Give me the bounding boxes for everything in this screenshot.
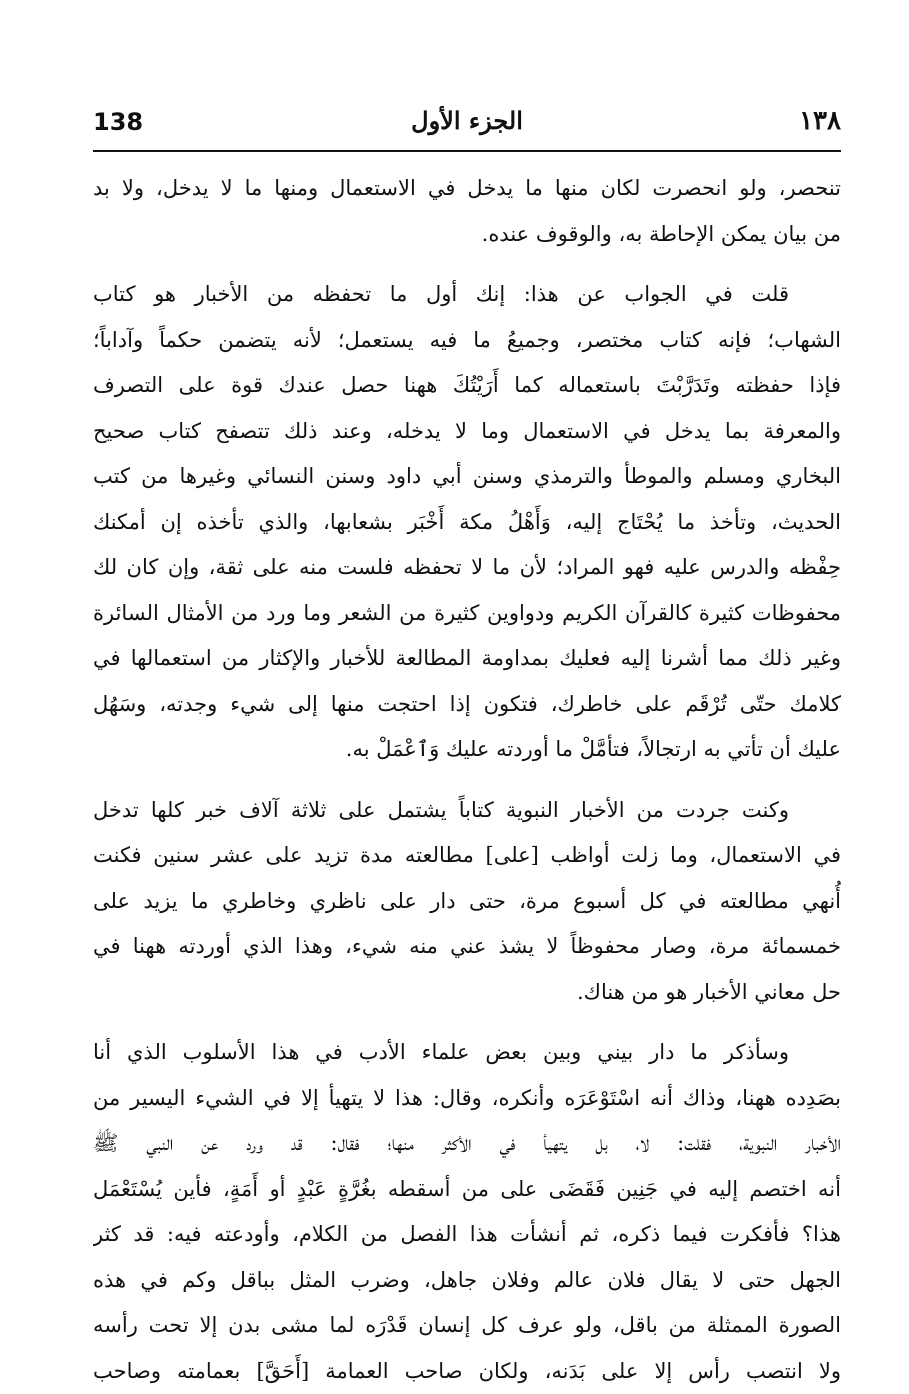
text-line: حل معاني الأخبار هو من هناك. bbox=[93, 970, 841, 1016]
paragraph-gap bbox=[93, 257, 841, 272]
paragraph bbox=[93, 166, 841, 257]
text-line: الجهل حتى لا يقال فلان عالم وفلان جاهل، وضرب المثل بباقل وكم في هذه bbox=[93, 1258, 841, 1304]
text-line: ولا انتصب رأس إلا على بَدَنه، ولكان صاحب العمامة [أَحَقَّ] بعمامته وصاحب bbox=[93, 1349, 841, 1394]
text-line: فإذا حفظته وتَدَرَّبْتَ باستعماله كما أَرَيْتُكَ ههنا حصل عندك قوة على التصرف bbox=[93, 363, 841, 409]
text-line: الأخبار النبوية، فقلت: لا، بل يتهيأ في الأكثر منها؛ فقال: قد ورد عن النبي ﷺ bbox=[93, 1121, 841, 1167]
text-line: بصَدِده ههنا، وذاك أنه اسْتَوْعَرَه وأنكره، وقال: هذا لا يتهيأ إلا في الشيء اليسير من bbox=[93, 1076, 841, 1122]
text-line: الشهاب؛ فإنه كتاب مختصر، وجميعُ ما فيه يستعمل؛ لأنه يتضمن حكماً وآداباً؛ bbox=[93, 318, 841, 364]
body-text bbox=[93, 166, 841, 1366]
paragraph bbox=[93, 272, 841, 773]
text-line: في الاستعمال، وما زلت أواظب [على] مطالعته مدة تزيد على عشر سنين فكنت bbox=[93, 833, 841, 879]
paragraph-gap bbox=[93, 1015, 841, 1030]
text-line: الحديث، وتأخذ ما يُحْتَاج إليه، وَأَهْلُ مكة أَخْبَر بشعابها، والذي تأخذه إن أمكنك bbox=[93, 500, 841, 546]
running-title: الجزء الأول bbox=[93, 106, 841, 135]
text-line: محفوظات كثيرة كالقرآن الكريم ودواوين كثيرة من الشعر وما ورد من الأمثال السائرة bbox=[93, 591, 841, 637]
text-line: خمسمائة مرة، وصار محفوظاً لا يشذ عني منه شيء، وهذا الذي أوردته ههنا في bbox=[93, 924, 841, 970]
page-number-arabic: ١٣٨ bbox=[799, 106, 841, 136]
text-line: قلت في الجواب عن هذا: إنك أول ما تحفظه من الأخبار هو كتاب bbox=[93, 272, 841, 318]
text-line: هذا؟ فأفكرت فيما ذكره، ثم أنشأت هذا الفصل من الكلام، وأودعته فيه: قد كثر bbox=[93, 1212, 841, 1258]
text-line: الصورة الممثلة من باقل، ولو عرف كل إنسان قَدْرَه لما مشى بدن إلا تحت رأسه bbox=[93, 1303, 841, 1349]
paragraph bbox=[93, 788, 841, 1016]
text-line: أُنهي مطالعته في كل أسبوع مرة، حتى دار على ناظري وخاطري ما يزيد على bbox=[93, 879, 841, 925]
header-rule bbox=[93, 150, 841, 152]
text-line: البخاري ومسلم والموطأ والترمذي وسنن أبي داود وسنن النسائي وغيرها من كتب bbox=[93, 454, 841, 500]
page-number-latin: 138 bbox=[93, 108, 143, 136]
text-line: من بيان يمكن الإحاطة به، والوقوف عنده. bbox=[93, 212, 841, 258]
paragraph-gap bbox=[93, 773, 841, 788]
text-line: تنحصر، ولو انحصرت لكان منها ما يدخل في الاستعمال ومنها ما لا يدخل، ولا بد bbox=[93, 166, 841, 212]
text-line: كلامك حتّى تُرْقَم على خاطرك، فتكون إذا احتجت منها إلى شيء وجدته، وسَهُل bbox=[93, 682, 841, 728]
text-line: والمعرفة بما يدخل في الاستعمال وما لا يدخله، وعند ذلك تتصفح كتاب صحيح bbox=[93, 409, 841, 455]
text-line: وكنت جردت من الأخبار النبوية كتاباً يشتمل على ثلاثة آلاف خبر كلها تدخل bbox=[93, 788, 841, 834]
text-line: وسأذكر ما دار بيني وبين بعض علماء الأدب في هذا الأسلوب الذي أنا bbox=[93, 1030, 841, 1076]
text-line: وغير ذلك مما أشرنا إليه فعليك بمداومة المطالعة للأخبار والإكثار من استعمالها في bbox=[93, 636, 841, 682]
paragraph bbox=[93, 1030, 841, 1394]
text-line: حِفْظه والدرس عليه فهو المراد؛ لأن ما لا تحفظه فلست منه على ثقة، وإن كان لك bbox=[93, 545, 841, 591]
text-line: عليك أن تأتي به ارتجالاً، فتأمَّلْ ما أوردته عليك وَٱعْمَلْ به. bbox=[93, 727, 841, 773]
page-header bbox=[93, 100, 841, 146]
text-line: أنه اختصم إليه في جَنِين فَقَضَى على من أسقطه بغُرَّةٍ عَبْدٍ أو أَمَةٍ، فأين يُسْتَعْمَل bbox=[93, 1167, 841, 1213]
